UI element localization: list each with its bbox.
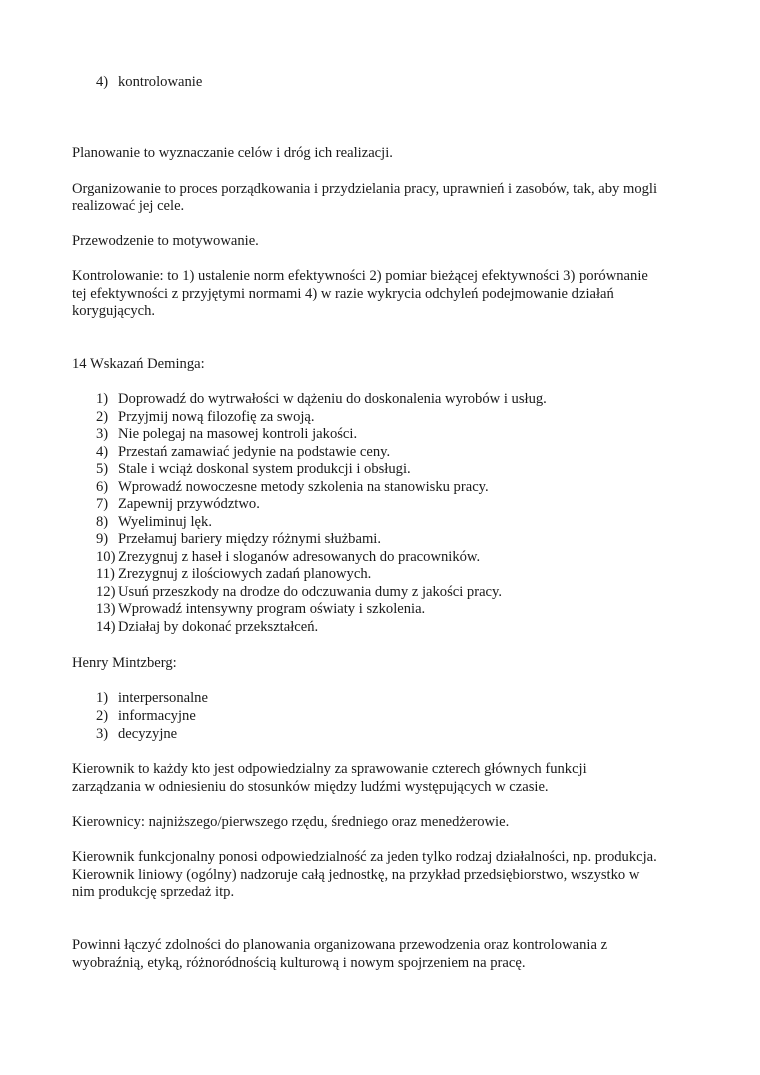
- list-number: 9): [96, 531, 109, 547]
- paragraph-kontrolowanie-line-2: tej efektywności z przyjętymi normami 4) w razie wykrycia odchyleń podejmowanie działań: [72, 286, 614, 302]
- mintzberg-heading: Henry Mintzberg:: [72, 655, 177, 671]
- list-number: 3): [96, 426, 109, 442]
- list-text: Doprowadź do wytrwałości w dążeniu do doskonalenia wyrobów i usług.: [118, 391, 547, 407]
- list-number: 8): [96, 513, 109, 530]
- list-number: 10): [96, 548, 116, 565]
- list-number: 1): [96, 391, 109, 407]
- list-text: Wyeliminuj lęk.: [118, 513, 212, 530]
- list-text: Przestań zamawiać jedynie na podstawie ceny.: [118, 443, 391, 460]
- paragraph-funkcjonalny-line-2: Kierownik liniowy (ogólny) nadzoruje całą jednostkę, na przykład przedsiębiorstwo, wszystko w: [72, 867, 640, 883]
- paragraph-kierownicy: Kierownicy: najniższego/pierwszego rzędu, średniego oraz menedżerowie.: [72, 814, 510, 830]
- paragraph-kontrolowanie-line-3: korygujących.: [72, 303, 156, 319]
- paragraph-organizowanie-line-2: realizować jej cele.: [72, 198, 185, 214]
- paragraph-planowanie: Planowanie to wyznaczanie celów i dróg ich realizacji.: [72, 145, 393, 161]
- deming-heading: 14 Wskazań Deminga:: [72, 356, 205, 372]
- list-number: 4): [96, 74, 109, 90]
- list-number: 3): [96, 726, 109, 742]
- list-number: 14): [96, 618, 116, 635]
- paragraph-powinni-line-1: Powinni łączyć zdolności do planowania organizowana przewodzenia oraz kontrolowania z: [72, 937, 608, 953]
- list-text: kontrolowanie: [118, 74, 203, 90]
- list-number: 2): [96, 708, 109, 724]
- paragraph-kierownik-line-2: zarządzania w odniesieniu do stosunków między ludźmi występujących w czasie.: [72, 779, 549, 795]
- list-number: 4): [96, 443, 109, 460]
- list-text: Przyjmij nową filozofię za swoją.: [118, 408, 315, 425]
- paragraph-przewodzenie: Przewodzenie to motywowanie.: [72, 233, 259, 249]
- paragraph-organizowanie-line-1: Organizowanie to proces porządkowania i przydzielania pracy, uprawnień i zasobów, tak, aby mogli: [72, 181, 658, 197]
- list-number: 2): [96, 408, 109, 425]
- list-text: Wprowadź nowoczesne metody szkolenia na stanowisku pracy.: [118, 478, 489, 495]
- list-text: informacyjne: [118, 708, 196, 724]
- list-number: 11): [96, 566, 115, 582]
- list-number: 7): [96, 496, 109, 512]
- paragraph-funkcjonalny-line-1: Kierownik funkcjonalny ponosi odpowiedzialność za jeden tylko rodzaj działalności, np. produkcja.: [72, 849, 657, 865]
- list-text: Nie polegaj na masowej kontroli jakości.: [118, 426, 358, 442]
- list-text: Przełamuj bariery między różnymi służbami.: [118, 531, 382, 547]
- list-number: 5): [96, 461, 109, 477]
- list-number: 1): [96, 690, 109, 706]
- list-text: Stale i wciąż doskonal system produkcji i obsługi.: [118, 461, 411, 477]
- list-text: Usuń przeszkody na drodze do odczuwania dumy z jakości pracy.: [118, 583, 503, 600]
- paragraph-powinni-line-2: wyobraźnią, etyką, różnoródnością kulturową i nowym spojrzeniem na pracę.: [72, 955, 526, 971]
- list-text: interpersonalne: [118, 690, 208, 706]
- paragraph-kierownik-line-1: Kierownik to każdy kto jest odpowiedzialny za sprawowanie czterech głównych funkcji: [72, 761, 587, 777]
- list-text: Zrezygnuj z ilościowych zadań planowych.: [118, 566, 372, 582]
- list-number: 6): [96, 478, 109, 495]
- list-number: 13): [96, 601, 116, 617]
- list-text: decyzyjne: [118, 726, 178, 742]
- paragraph-funkcjonalny-line-3: nim produkcję sprzedaż itp.: [72, 884, 235, 900]
- list-text: Wprowadź intensywny program oświaty i szkolenia.: [118, 601, 426, 617]
- list-text: Działaj by dokonać przekształceń.: [118, 618, 319, 635]
- list-number: 12): [96, 583, 116, 600]
- list-text: Zrezygnuj z haseł i sloganów adresowanych do pracowników.: [118, 548, 481, 565]
- list-text: Zapewnij przywództwo.: [118, 496, 260, 512]
- paragraph-kontrolowanie-line-1: Kontrolowanie: to 1) ustalenie norm efektywności 2) pomiar bieżącej efektywności 3) porównanie: [72, 268, 648, 284]
